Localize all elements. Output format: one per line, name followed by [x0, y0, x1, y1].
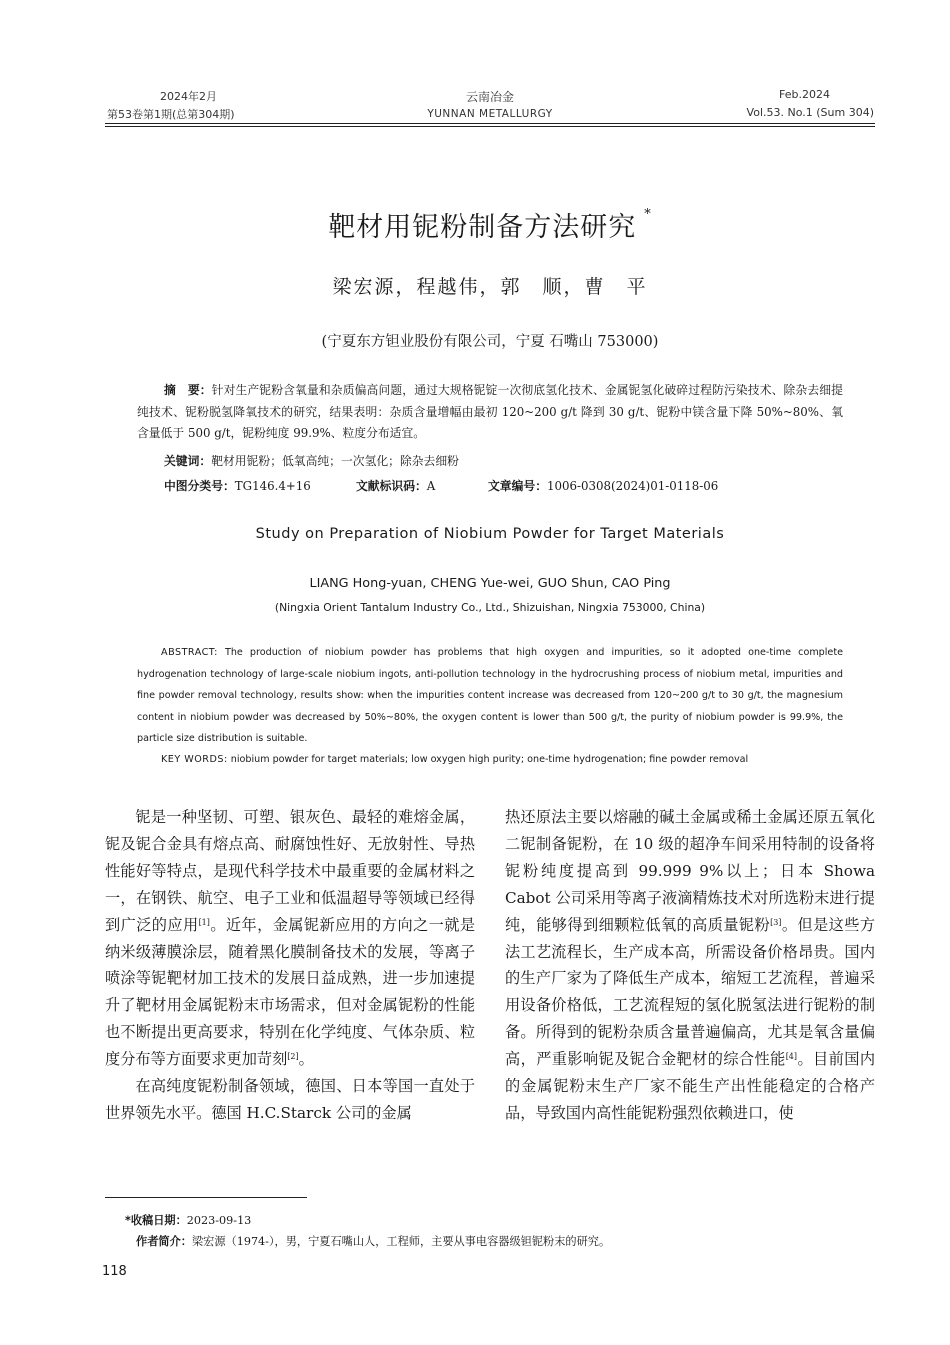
- body-paragraph: 热还原法主要以熔融的碱土金属或稀土金属还原五氧化二铌制备铌粉，在 10 级的超净车间采用特制的设备将铌粉纯度提高到 99.999 9%以上；日本 Showa Cabot 公司采用等离子液滴精炼技术对所选粉末进行提纯，能够得到细颗粒低氧的高质量铌粉[3]。但是这些方法工艺流程长，生产成本高，所需设备价格昂贵。国内的生产厂家为了降低生产成本，缩短工艺流程，普遍采用设备价格低，工艺流程短的氢化脱氢法进行铌粉的制备。所得到的铌粉杂质含量普遍偏高，尤其是氧含量偏高，严重影响铌及铌合金靶材的综合性能[4]。目前国内的金属铌粉末生产厂家不能生产出性能稳定的合格产品，导致国内高性能铌粉强烈依赖进口，使: [505, 808, 875, 1122]
- footnote-author-bio: 作者简介：梁宏源（1974-），男，宁夏石嘴山人，工程师，主要从事电容器级钽铌粉末的研究。: [136, 1235, 611, 1248]
- english-affiliation: (Ningxia Orient Tantalum Industry Co., Ltd., Shizuishan, Ningxia 753000, China): [274, 601, 706, 614]
- citation-3: [3]: [770, 917, 782, 927]
- abstract-cn-text: 针对生产铌粉含氧量和杂质偏高问题，通过大规格铌锭一次彻底氢化技术、金属铌氢化破碎过程防污染技术、除杂去细提纯技术、铌粉脱氢降氧技术的研究，结果表明：杂质含量增幅由最初 120~200 g/t 降到 30 g/t、铌粉中镁含量下降 50%~80%、氧含量低于 500 g/t，铌粉纯度 99.9%、粒度分布适宜。: [137, 383, 843, 440]
- page-number: 118: [102, 1264, 127, 1279]
- header-rule: [105, 123, 875, 124]
- body-paragraph: 在高纯度铌粉制备领域，德国、日本等国一直处于世界领先水平。德国 H.C.Starck 公司的金属: [105, 1077, 475, 1122]
- header-volume-en: Vol.53. No.1 (Sum 304): [746, 106, 874, 119]
- keywords-en: KEY WORDS: niobium powder for target materials; low oxygen high purity; one-time hydrogenation; fine powder removal: [161, 754, 749, 765]
- english-title: Study on Preparation of Niobium Powder for Target Materials: [255, 526, 725, 542]
- header-date-en: Feb.2024: [779, 88, 830, 101]
- article-number: 文章编号：1006-0308(2024)01-0118-06: [488, 479, 719, 493]
- citation-1: [1]: [198, 917, 210, 927]
- abstract-en: [137, 642, 843, 750]
- footnote-received-date: *收稿日期：2023-09-13: [125, 1214, 252, 1227]
- journal-name-cn: 云南冶金: [465, 90, 514, 104]
- body-right-column: [505, 804, 875, 1127]
- body-left-column: [105, 804, 475, 1127]
- footnote-rule: [105, 1197, 307, 1198]
- abstract-cn: [137, 380, 843, 445]
- english-authors: LIANG Hong-yuan, CHENG Yue-wei, GUO Shun, CAO Ping: [309, 576, 671, 591]
- document-code: 文献标识码：A: [356, 479, 436, 493]
- keywords-cn: 关键词：靶材用铌粉；低氧高纯；一次氢化；除杂去细粉: [164, 454, 459, 468]
- abstract-en-label: ABSTRACT:: [161, 647, 218, 658]
- abstract-en-text: The production of niobium powder has problems that high oxygen and impurities, so it adopted one-time complete hydrogenation technology of large-scale niobium ingots, anti-pollution technology in the hydrocrushing process of niobium metal, impurities and fine powder removal technology, results show: when the impurities content increase was decreased from 120~200 g/t to 30 g/t, the magnesium content in niobium powder was decreased by 50%~80%, the oxygen content is lower than 500 g/t, the purity of niobium powder is 99.9%, the particle size distribution is suitable.: [137, 647, 843, 745]
- title-footnote-mark: *: [644, 207, 652, 222]
- header-date: 2024年2月: [160, 90, 217, 103]
- paper-title: 靶材用铌粉制备方法研究 *: [328, 207, 652, 243]
- author-list: 梁宏源，程越伟，郭 顺，曹 平: [332, 276, 648, 298]
- header-volume: 第53卷第1期(总第304期): [107, 108, 235, 121]
- citation-2: [2]: [287, 1052, 299, 1062]
- header-rule-thin: [105, 126, 875, 127]
- journal-name-en: YUNNAN METALLURGY: [427, 108, 553, 120]
- citation-4: [4]: [785, 1052, 798, 1062]
- affiliation: (宁夏东方钽业股份有限公司，宁夏 石嘴山 753000): [321, 334, 659, 350]
- body-paragraph: 铌是一种坚韧、可塑、银灰色、最轻的难熔金属，铌及铌合金具有熔点高、耐腐蚀性好、无放射性、导热性能好等特点，是现代科学技术中最重要的金属材料之一，在钢铁、航空、电子工业和低温超导等领域已经得到广泛的应用[1]。近年，金属铌新应用的方向之一就是纳米级薄膜涂层，随着黑化膜制备技术的发展，等离子喷涂等铌靶材加工技术的发展日益成熟，进一步加速提升了靶材用金属铌粉末市场需求，但对金属铌粉的性能也不断提出更高要求，特别在化学纯度、气体杂质、粒度分布等方面要求更加苛刻[2]。: [105, 808, 475, 1069]
- abstract-cn-label: 摘 要：: [164, 383, 212, 397]
- clc-number: 中图分类号：TG146.4+16: [164, 479, 311, 493]
